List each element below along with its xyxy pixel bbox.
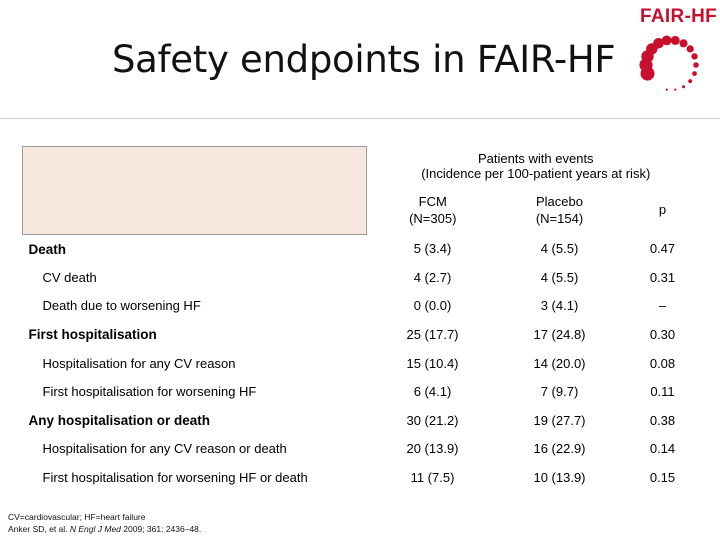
column-header-placebo-name: Placebo bbox=[536, 193, 583, 209]
column-header-fcm bbox=[367, 185, 499, 235]
column-header-fcm-name: FCM bbox=[418, 193, 447, 209]
cell-p-value: 0.47 bbox=[649, 241, 676, 257]
cell-placebo: 14 (20.0) bbox=[533, 355, 586, 371]
cell-fcm: 0 (0.0) bbox=[413, 298, 452, 314]
cell-p-value: 0.08 bbox=[649, 355, 676, 371]
table-row bbox=[23, 320, 705, 349]
cell-p-value: 0.15 bbox=[649, 470, 676, 486]
cell-fcm: 11 (7.5) bbox=[410, 470, 455, 486]
group-header-line1: Patients with events bbox=[477, 150, 594, 166]
row-label: CV death bbox=[42, 269, 97, 285]
reference-authors: Anker SD, et al. bbox=[8, 524, 70, 534]
table-row bbox=[23, 463, 705, 492]
cell-fcm: 15 (10.4) bbox=[406, 355, 459, 371]
table-body bbox=[23, 235, 705, 492]
logo-dot bbox=[693, 62, 699, 68]
cell-p-value: – bbox=[658, 298, 667, 314]
logo-dot bbox=[687, 45, 694, 52]
footnote-reference bbox=[8, 523, 201, 535]
cell-p-value: 0.38 bbox=[649, 412, 676, 428]
row-label: First hospitalisation for worsening HF or death bbox=[42, 470, 308, 486]
cell-placebo: 4 (5.5) bbox=[540, 269, 579, 285]
fair-hf-logo-dots-icon bbox=[636, 30, 706, 100]
reference-journal: N Engl J Med bbox=[69, 524, 121, 534]
logo-dot bbox=[682, 85, 685, 88]
cell-p-value: 0.30 bbox=[649, 327, 676, 343]
row-label: Death due to worsening HF bbox=[42, 298, 201, 314]
cell-fcm: 6 (4.1) bbox=[413, 384, 452, 400]
cell-p-value: 0.31 bbox=[649, 269, 676, 285]
footnote-abbreviations: CV=cardiovascular; HF=heart failure bbox=[8, 512, 146, 522]
logo-dot bbox=[692, 71, 697, 76]
cell-fcm: 30 (21.2) bbox=[406, 412, 459, 428]
cell-placebo: 19 (27.7) bbox=[533, 412, 586, 428]
column-header-fcm-n: (N=305) bbox=[409, 210, 457, 226]
logo-dot bbox=[662, 36, 672, 46]
group-header bbox=[367, 147, 705, 185]
row-label: First hospitalisation bbox=[28, 327, 157, 343]
cell-fcm: 5 (3.4) bbox=[413, 241, 452, 257]
slide-title: Safety endpoints in FAIR-HF bbox=[112, 38, 616, 81]
group-header-line2: (Incidence per 100-patient years at risk) bbox=[421, 165, 651, 181]
column-header-placebo-n: (N=154) bbox=[535, 210, 584, 226]
column-header-p-label: p bbox=[658, 202, 667, 217]
table-row bbox=[23, 235, 705, 264]
logo-dot bbox=[674, 89, 676, 91]
cell-fcm: 20 (13.9) bbox=[406, 441, 459, 457]
logo-dot bbox=[688, 79, 692, 83]
fair-hf-logo-text: FAIR-HF bbox=[640, 6, 718, 27]
column-header-placebo bbox=[499, 185, 621, 235]
row-label: Any hospitalisation or death bbox=[28, 412, 211, 428]
column-header-p bbox=[621, 185, 705, 235]
safety-table-container bbox=[22, 146, 704, 492]
table-row bbox=[23, 263, 705, 292]
table-row bbox=[23, 435, 705, 464]
cell-placebo: 17 (24.8) bbox=[533, 327, 586, 343]
logo-dot bbox=[666, 89, 668, 91]
table-row bbox=[23, 349, 705, 378]
cell-placebo: 3 (4.1) bbox=[540, 298, 579, 314]
logo-dot bbox=[671, 36, 680, 45]
cell-placebo: 4 (5.5) bbox=[540, 241, 579, 257]
row-label: Hospitalisation for any CV reason or death bbox=[42, 441, 287, 457]
row-label: First hospitalisation for worsening HF bbox=[42, 384, 257, 400]
table-row bbox=[23, 377, 705, 406]
title-divider bbox=[0, 118, 720, 119]
safety-endpoints-table bbox=[22, 146, 705, 492]
footnote bbox=[8, 511, 201, 535]
row-label: Death bbox=[28, 241, 67, 257]
cell-placebo: 16 (22.9) bbox=[533, 441, 586, 457]
cell-p-value: 0.14 bbox=[649, 441, 676, 457]
logo-dot bbox=[679, 39, 687, 47]
table-header-blank-cell bbox=[23, 147, 367, 235]
table-row bbox=[23, 406, 705, 435]
logo-dot bbox=[691, 53, 697, 59]
table-row bbox=[23, 292, 705, 321]
reference-citation: 2009; 361: 2436–48. bbox=[120, 524, 202, 534]
cell-p-value: 0.11 bbox=[650, 384, 675, 400]
cell-placebo: 10 (13.9) bbox=[533, 470, 586, 486]
cell-fcm: 25 (17.7) bbox=[406, 327, 459, 343]
cell-placebo: 7 (9.7) bbox=[540, 384, 579, 400]
row-label: Hospitalisation for any CV reason bbox=[42, 355, 236, 371]
cell-fcm: 4 (2.7) bbox=[413, 269, 452, 285]
